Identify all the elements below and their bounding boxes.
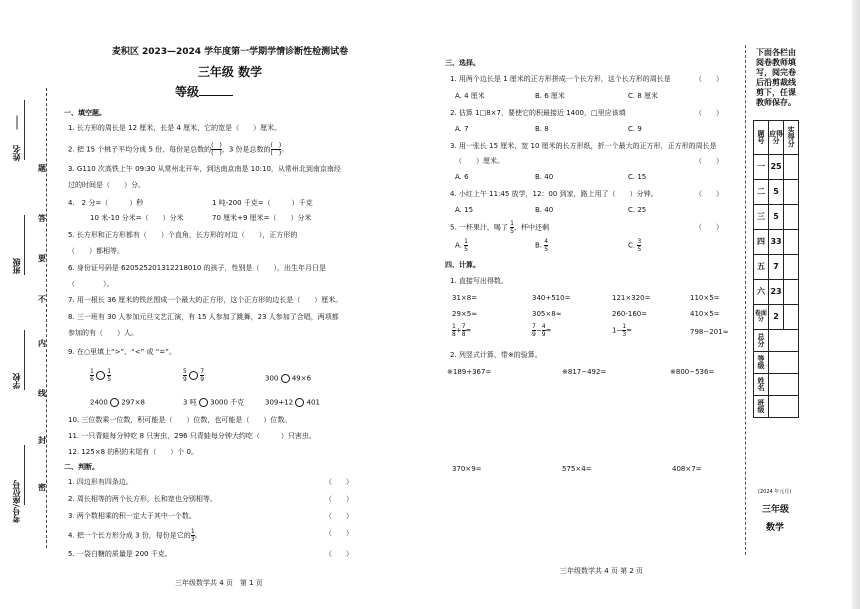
- question-12: 12. 125×8 的积的末尾有（ ）个 0。: [68, 448, 198, 456]
- name-label: 姓名: [12, 145, 21, 161]
- answer-paren: （ ）: [325, 550, 353, 558]
- compare-item: 300 49×6: [265, 374, 312, 383]
- question-6b: （ ）。: [68, 280, 114, 288]
- class-label: 班级: [12, 258, 21, 274]
- option: C. 15: [628, 173, 647, 181]
- name-input[interactable]: [768, 374, 798, 396]
- calc-sub1: 1. 直接写出得数。: [450, 277, 508, 285]
- choice-q4: 4. 小红上午 11:45 放学，12：00 到家，路上用了（ ）分钟。: [450, 190, 658, 198]
- calc-item: 121×320=: [612, 294, 651, 302]
- question-3b: 过的时间是（ ）分。: [68, 181, 145, 189]
- question-9: 9. 在○里填上“>”、“<” 或 “=”。: [68, 348, 176, 356]
- grading-notice: 下面各栏由阅卷教师填写，阅完卷后沿剪裁线剪下，任课教师保存。: [756, 48, 796, 107]
- header-actual-score: 实得分: [784, 121, 799, 155]
- score-input[interactable]: [784, 205, 799, 230]
- question-8a: 8. 三一班有 30 人参加元旦文艺汇演，有 15 人参加了跳舞，23 人参加了合唱，两项都: [68, 313, 339, 321]
- row-label: 卷面分: [754, 305, 769, 330]
- calc-item: $\frac{1}{8}$ + $\frac{7}{8}$ =: [452, 323, 472, 338]
- total-label: 总分: [754, 330, 769, 352]
- vertical-calc: ※189+367=: [447, 368, 492, 376]
- answer-paren: （ ）: [325, 529, 353, 537]
- option: C. 9: [628, 125, 642, 133]
- header-full-score: 应得分: [768, 121, 783, 155]
- vertical-calc: ※800−536=: [670, 368, 715, 376]
- level-label: 等级: [754, 352, 769, 374]
- row-score: 7: [768, 255, 783, 280]
- page-footer-2: 三年级数学共 4 页 第 2 页: [560, 567, 644, 575]
- vertical-calc: 408×7=: [672, 465, 702, 473]
- panel-subject: 数学: [766, 523, 785, 533]
- answer-paren: （ ）: [325, 512, 353, 520]
- answer-paren: （ ）: [325, 478, 353, 486]
- vertical-calc: ※817−492=: [562, 368, 607, 376]
- seal-char: 密: [38, 483, 46, 492]
- question-6a: 6. 身份证号码是 620525201312218010 的孩子，性别是（ ），出生年月日是: [68, 264, 327, 272]
- compare-item: $\frac{1}{6}$ $\frac{1}{5}$: [90, 368, 112, 383]
- calc-item: 1− $\frac{1}{3}$ =: [612, 323, 633, 338]
- choice-q3a: 3. 用一张长 15 厘米，宽 10 厘米的长方形纸，折一个最大的正方形，正方形的周长是: [450, 142, 717, 150]
- calc-item: 305×8≈: [532, 310, 562, 318]
- seal-char: 不: [38, 295, 46, 304]
- calc-item: 798−201≈: [690, 328, 729, 336]
- question-4b: 1 吨-200 千克=（ ）千克: [212, 199, 313, 207]
- name-label: 姓名: [754, 374, 769, 396]
- answer-paren: （ ）: [695, 75, 723, 83]
- class-input[interactable]: [768, 396, 798, 418]
- judge-item-5: 5. 一袋白糖的质量是 200 千克。: [68, 550, 172, 558]
- calc-item: 31×8=: [452, 294, 478, 302]
- answer-paren: （ ）: [695, 109, 723, 117]
- total-input[interactable]: [768, 330, 798, 352]
- school-label: 学校: [12, 373, 21, 389]
- row-score: 33: [768, 230, 783, 255]
- question-5b: （ ）都相等。: [68, 247, 124, 255]
- judge-item-3: 3. 两个数相乘的积一定大于其中一个数。: [68, 512, 196, 520]
- seal-char: 封: [38, 436, 46, 445]
- class-label: 班级: [754, 396, 769, 418]
- compare-item: 309+12 401: [265, 398, 320, 407]
- calc-item: $\frac{7}{9}$ − $\frac{4}{9}$ =: [532, 323, 552, 338]
- option: C. 25: [628, 206, 647, 214]
- answer-paren: （ ）: [695, 223, 723, 231]
- question-4d: 70 厘米+9 厘米=（ ）分米: [212, 214, 312, 222]
- name-line: [17, 116, 18, 130]
- score-input[interactable]: [784, 305, 799, 330]
- row-label: 五: [754, 255, 769, 280]
- option: C. $\frac{3}{5}$: [628, 238, 642, 253]
- option: B. $\frac{4}{5}$: [535, 238, 549, 253]
- section-title-judge: 二、判断。: [64, 463, 99, 471]
- question-11: 11. 一只青蛙每分钟吃 8 只害虫，296 只青蛙每分钟大约吃（ ）只害虫。: [68, 432, 316, 440]
- row-label: 三: [754, 205, 769, 230]
- option: B. 40: [535, 206, 554, 214]
- vertical-calc: 575×4=: [562, 465, 592, 473]
- cut-line: [745, 45, 746, 555]
- name-underline: [24, 100, 25, 160]
- section-title-calc: 四、计算。: [445, 261, 480, 269]
- calc-item: 110×5=: [690, 294, 720, 302]
- level-input[interactable]: [768, 352, 798, 374]
- section-title-fill: 一、填空题。: [64, 109, 106, 117]
- panel-grade: 三年级: [762, 505, 790, 515]
- judge-item-2: 2. 周长相等的两个长方形，长和宽也分别相等。: [68, 495, 217, 503]
- question-7: 7. 用一根长 36 厘米的铁丝围成一个最大的正方形，这个正方形的边长是（ ）厘米。: [68, 296, 343, 304]
- score-input[interactable]: [784, 280, 799, 305]
- option: A. 6: [455, 173, 469, 181]
- question-5a: 5. 长方形和正方形都有（ ）个直角，长方形的对边（ ），正方形的: [68, 231, 298, 239]
- score-input[interactable]: [784, 155, 799, 180]
- option: C. 8 厘米: [628, 92, 659, 100]
- compare-item: 3 吨 3000 千克: [183, 398, 245, 407]
- seal-char: 线: [38, 389, 46, 398]
- judge-item-1: 1. 四边形有四条边。: [68, 478, 133, 486]
- question-3a: 3. G110 次高铁上午 09:30 从常州北开车，到达南京南是 10:10，从常州北到南京南经: [68, 165, 341, 173]
- question-1: 1. 长方形的周长是 12 厘米，长是 4 厘米，它的宽是（ ）厘米。: [68, 124, 282, 132]
- page-footer-1: 三年级数学共 4 页 第 1 页: [175, 579, 263, 587]
- number-underline: [24, 445, 25, 505]
- row-label: 四: [754, 230, 769, 255]
- seal-line: [46, 88, 47, 548]
- option: A. 7: [455, 125, 469, 133]
- answer-paren: （ ）: [325, 495, 353, 503]
- option: B. 40: [535, 173, 554, 181]
- option: B. 6 厘米: [535, 92, 565, 100]
- section-title-choice: 三、选择。: [445, 59, 480, 67]
- question-8b: 参加的有（ ）人。: [68, 329, 138, 337]
- calc-sub2: 2. 列竖式计算，带※的验算。: [450, 351, 542, 359]
- question-10: 10. 三位数乘一位数，积可能是（ ）位数，也可能是（ ）位数。: [68, 416, 292, 424]
- score-input[interactable]: [784, 180, 799, 205]
- row-label: 一: [754, 155, 769, 180]
- answer-paren: （ ）: [695, 190, 723, 198]
- choice-q5: 5. 一杯果汁，喝了 $\frac{1}{5}$ ，杯中还剩: [450, 220, 549, 235]
- exam-number-label: 考号/座位号: [12, 480, 21, 523]
- compare-item: $\frac{5}{9}$ $\frac{7}{9}$: [183, 368, 205, 383]
- score-input[interactable]: [784, 230, 799, 255]
- score-input[interactable]: [784, 255, 799, 280]
- header-question: 题号: [754, 121, 769, 155]
- class-underline: [24, 215, 25, 275]
- question-4c: 10 米-10 分米=（ ）分米: [90, 214, 184, 222]
- calc-item: 29×5≈: [452, 310, 478, 318]
- grade-label: 等级: [175, 86, 233, 98]
- option: A. 4 厘米: [455, 92, 485, 100]
- row-label: 二: [754, 180, 769, 205]
- option: A. 15: [455, 206, 474, 214]
- question-4a: 4. 2 分=（ ）秒: [68, 199, 144, 207]
- choice-q1: 1. 用两个边长是 1 厘米的正方形拼成一个长方形，这个长方形的周长是: [450, 75, 671, 83]
- seal-char: 内: [38, 339, 46, 348]
- choice-q2: 2. 估算 1□8×7，要使它的积最接近 1400，□里应该填: [450, 109, 626, 117]
- grade-blank: [199, 95, 233, 96]
- score-table: [753, 120, 799, 418]
- page-edge-shadow: [852, 0, 860, 609]
- choice-q3b: （ ）厘米。: [455, 157, 504, 165]
- row-score: 5: [768, 180, 783, 205]
- calc-item: 340+510=: [532, 294, 571, 302]
- answer-paren: （ ）: [695, 157, 723, 165]
- seal-char: 要: [38, 254, 46, 263]
- subject-title: 三年级 数学: [197, 65, 263, 79]
- exam-date: (2024 年元月): [758, 489, 792, 495]
- calc-item: 260-160=: [612, 310, 648, 318]
- option: B. 8: [535, 125, 549, 133]
- row-score: 2: [768, 305, 783, 330]
- question-2: 2. 把 15 个桃子平均分成 5 份，每份是总数的 $\frac{( )}{( )}$ ，3 份是总数的 $\frac{( )}{( )}$ 。: [68, 142, 289, 157]
- row-score: 23: [768, 280, 783, 305]
- row-score: 25: [768, 155, 783, 180]
- calc-item: 410×5=: [690, 310, 720, 318]
- seal-char: 题: [38, 164, 46, 173]
- row-score: 5: [768, 205, 783, 230]
- school-underline: [24, 330, 25, 390]
- compare-item: 2400 297×8: [90, 398, 145, 407]
- option: A. $\frac{1}{5}$: [455, 238, 468, 253]
- judge-item-4: 4. 把一个长方形分成 3 份，每份是它的 $\frac{1}{3}$ 。: [68, 528, 202, 543]
- vertical-calc: 370×9=: [452, 465, 482, 473]
- binding-margin: [0, 0, 60, 609]
- seal-char: 答: [38, 214, 46, 223]
- exam-title: 麦积区 2023—2024 学年度第一学期学情诊断性检测试卷: [111, 47, 349, 57]
- row-label: 六: [754, 280, 769, 305]
